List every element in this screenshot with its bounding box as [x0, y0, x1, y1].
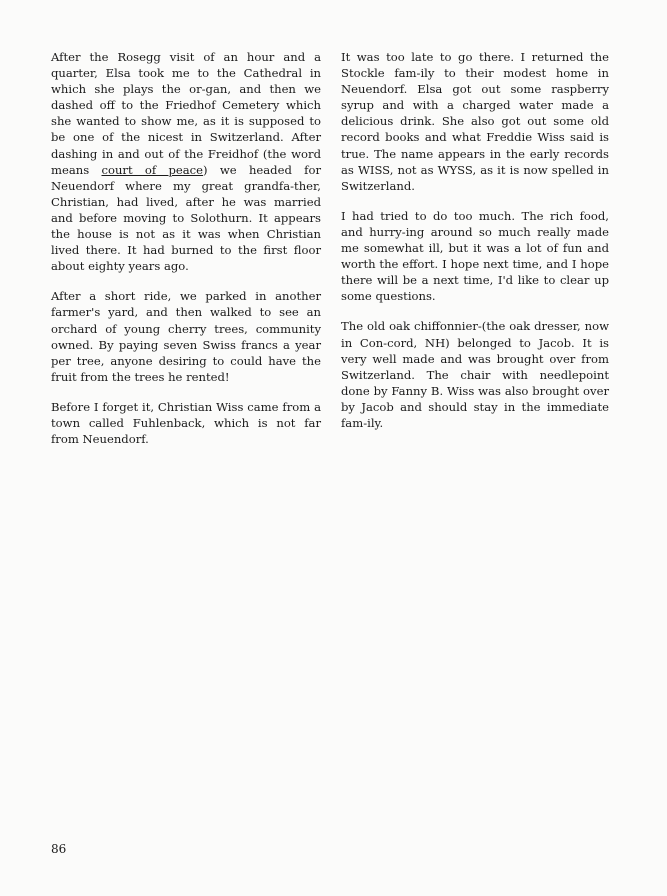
paragraph-cherry-orchard: After a short ride, we parked in another farmer's yard, and then walked to see an orchard of young cherry trees, community owned. By paying seven Swiss francs a year per tree, anyone desiring to could have the fruit from the trees he rented! [51, 289, 321, 384]
page-number: 86 [51, 842, 67, 856]
paragraph-rosegg-visit [51, 49, 321, 274]
left-column [51, 49, 321, 461]
paragraph-too-much: I had tried to do too much. The rich food, and hurry-ing around so much really made me somewhat ill, but it was a lot of fun and worth the effort. I hope next time, and I hope there will be a next time, I'd like to clear up some questions. [341, 208, 609, 304]
right-column [341, 49, 609, 445]
paragraph-text: After the Rosegg visit of an hour and a quarter, Elsa took me to the Cathedral in which she plays the or-gan, and then we dashed off to the Friedhof Cemetery which she wanted to show me, as it is supposed to be one of the nicest in Switzerland. After dashing in and out of the Freidhof (the word means [51, 50, 321, 177]
paragraph-stockle-family: It was too late to go there. I returned the Stockle fam-ily to their modest home in Neuendorf. Elsa got out some raspberry syrup and with a charged water made a delicious drink. She also got out some old record books and what Freddie Wiss said is true. The name appears in the early records as WISS, not as WYSS, as it is now spelled in Switzerland. [341, 50, 609, 193]
underlined-phrase: court of peace [101, 162, 204, 177]
paragraph-text: ) we headed for Neuendorf where my great grandfa-ther, Christian, had lived, after he was married and before moving to Solothurn. It appears the house is not as it was when Christian lived there. It had burned to the first floor about eighty years ago. [51, 162, 321, 274]
paragraph-fuhlenback: Before I forget it, Christian Wiss came from a town called Fuhlenback, which is not far from Neuendorf. [51, 399, 321, 447]
paragraph-oak-chiffonnier: The old oak chiffonnier-(the oak dresser, now in Con-cord, NH) belonged to Jacob. It is very well made and was brought over from Switzerland. The chair with needlepoint done by Fanny B. Wiss was also brought over by Jacob and should stay in the immediate fam-ily. [341, 319, 609, 430]
